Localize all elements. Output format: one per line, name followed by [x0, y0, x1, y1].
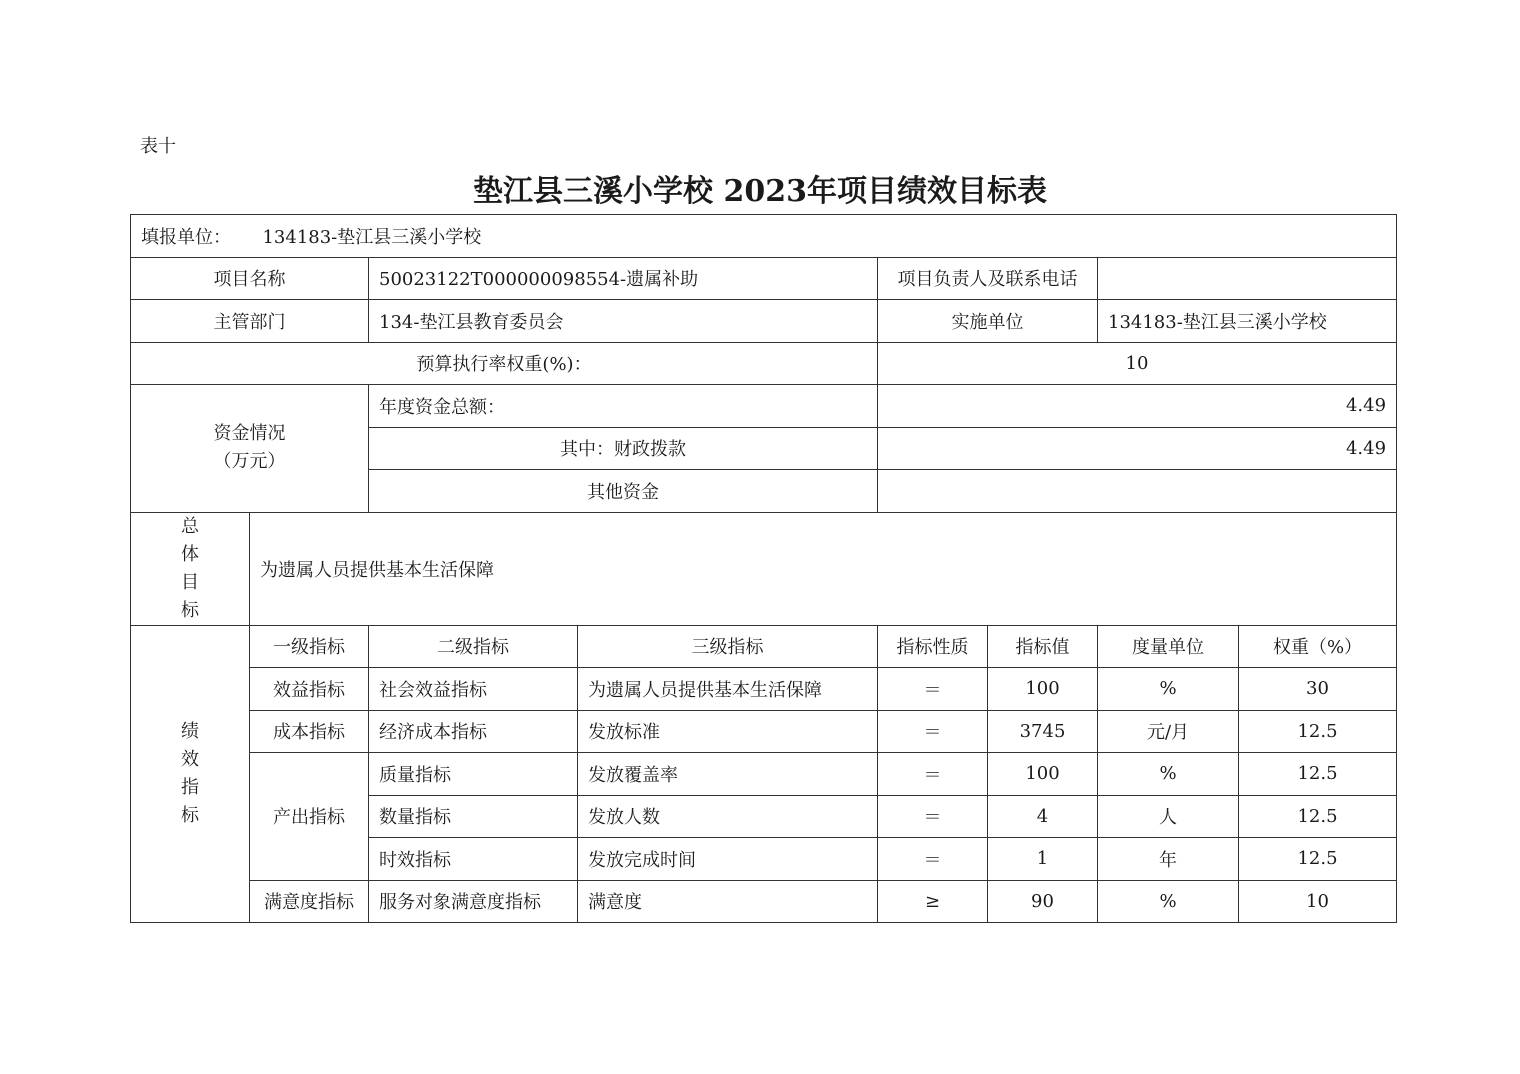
- project-name-value: 50023122T000000098554-遗属补助: [369, 257, 878, 300]
- perf-label-char: 效: [181, 748, 199, 770]
- other-funds-label: 其他资金: [369, 470, 878, 513]
- weight-cell: 12.5: [1239, 838, 1397, 881]
- manager-contact-label: 项目负责人及联系电话: [878, 257, 1098, 300]
- overall-goal-label: [131, 512, 250, 625]
- reporting-unit-row: [131, 215, 1397, 258]
- department-label: 主管部门: [131, 300, 369, 343]
- header-level1: 一级指标: [250, 625, 369, 668]
- implementer-value: 134183-垫江县三溪小学校: [1098, 300, 1397, 343]
- implementer-label: 实施单位: [878, 300, 1098, 343]
- reporting-unit-value: 134183-垫江县三溪小学校: [262, 226, 482, 248]
- unit-cell: 年: [1098, 838, 1239, 881]
- goal-label-char: 总: [181, 515, 199, 537]
- header-unit: 度量单位: [1098, 625, 1239, 668]
- level3-cell: 满意度: [578, 880, 878, 923]
- document-title: 垫江县三溪小学校 2023年项目绩效目标表: [473, 174, 1047, 209]
- goal-label-char: 体: [181, 543, 199, 565]
- level3-cell: 发放覆盖率: [578, 753, 878, 796]
- reporting-unit-cell: [131, 215, 1397, 258]
- weight-cell: 12.5: [1239, 710, 1397, 753]
- value-cell: 100: [988, 668, 1098, 711]
- fiscal-value: 4.49: [878, 427, 1397, 470]
- weight-cell: 12.5: [1239, 753, 1397, 796]
- level1-cell: 满意度指标: [250, 880, 369, 923]
- level1-cell: 产出指标: [250, 753, 369, 881]
- value-cell: 90: [988, 880, 1098, 923]
- performance-target-table: [130, 214, 1397, 923]
- indicator-row: [131, 668, 1397, 711]
- header-value: 指标值: [988, 625, 1098, 668]
- level1-cell: 成本指标: [250, 710, 369, 753]
- header-nature: 指标性质: [878, 625, 988, 668]
- value-cell: 4: [988, 795, 1098, 838]
- funds-label-text: 资金情况: [213, 423, 286, 445]
- level1-cell: 效益指标: [250, 668, 369, 711]
- level3-cell: 发放人数: [578, 795, 878, 838]
- unit-cell: 人: [1098, 795, 1239, 838]
- level3-cell: 为遗属人员提供基本生活保障: [578, 668, 878, 711]
- goal-label-char: 标: [181, 599, 199, 621]
- value-cell: 100: [988, 753, 1098, 796]
- level2-cell: 服务对象满意度指标: [369, 880, 578, 923]
- unit-cell: %: [1098, 668, 1239, 711]
- weight-cell: 12.5: [1239, 795, 1397, 838]
- overall-goal-row: [131, 512, 1397, 625]
- department-row: [131, 300, 1397, 343]
- level3-cell: 发放标准: [578, 710, 878, 753]
- perf-label-char: 标: [181, 804, 199, 826]
- performance-indicator-label: [131, 625, 250, 923]
- other-funds-value: [878, 470, 1397, 513]
- level2-cell: 时效指标: [369, 838, 578, 881]
- funds-label: [131, 385, 369, 513]
- funds-unit-text: （万元）: [213, 451, 286, 473]
- indicator-row: [131, 753, 1397, 796]
- budget-weight-value: 10: [878, 342, 1397, 385]
- annual-total-value: 4.49: [878, 385, 1397, 428]
- level2-cell: 质量指标: [369, 753, 578, 796]
- budget-weight-label: 预算执行率权重(%)：: [131, 342, 878, 385]
- unit-cell: %: [1098, 880, 1239, 923]
- header-weight: 权重（%）: [1239, 625, 1397, 668]
- level2-cell: 数量指标: [369, 795, 578, 838]
- indicator-row: [131, 710, 1397, 753]
- unit-cell: %: [1098, 753, 1239, 796]
- indicator-row: [131, 880, 1397, 923]
- overall-goal-value: 为遗属人员提供基本生活保障: [250, 512, 1397, 625]
- unit-cell: 元/月: [1098, 710, 1239, 753]
- perf-label-char: 指: [181, 776, 199, 798]
- value-cell: 3745: [988, 710, 1098, 753]
- value-cell: 1: [988, 838, 1098, 881]
- fiscal-label: 其中：财政拨款: [369, 427, 878, 470]
- nature-cell: ＝: [878, 795, 988, 838]
- department-value: 134-垫江县教育委员会: [369, 300, 878, 343]
- project-name-row: [131, 257, 1397, 300]
- nature-cell: ＝: [878, 753, 988, 796]
- goal-label-char: 目: [181, 571, 199, 593]
- project-name-label: 项目名称: [131, 257, 369, 300]
- annual-total-label: 年度资金总额：: [369, 385, 878, 428]
- perf-label-char: 绩: [181, 720, 199, 742]
- table-label: 表十: [140, 136, 176, 157]
- indicator-header-row: [131, 625, 1397, 668]
- nature-cell: ＝: [878, 838, 988, 881]
- header-level2: 二级指标: [369, 625, 578, 668]
- nature-cell: ＝: [878, 668, 988, 711]
- reporting-unit-label: 填报单位：: [141, 226, 231, 248]
- funds-total-row: [131, 385, 1397, 428]
- nature-cell: ≥: [878, 880, 988, 923]
- header-level3: 三级指标: [578, 625, 878, 668]
- level2-cell: 社会效益指标: [369, 668, 578, 711]
- weight-cell: 30: [1239, 668, 1397, 711]
- manager-contact-value: [1098, 257, 1397, 300]
- budget-weight-row: [131, 342, 1397, 385]
- weight-cell: 10: [1239, 880, 1397, 923]
- nature-cell: ＝: [878, 710, 988, 753]
- level2-cell: 经济成本指标: [369, 710, 578, 753]
- level3-cell: 发放完成时间: [578, 838, 878, 881]
